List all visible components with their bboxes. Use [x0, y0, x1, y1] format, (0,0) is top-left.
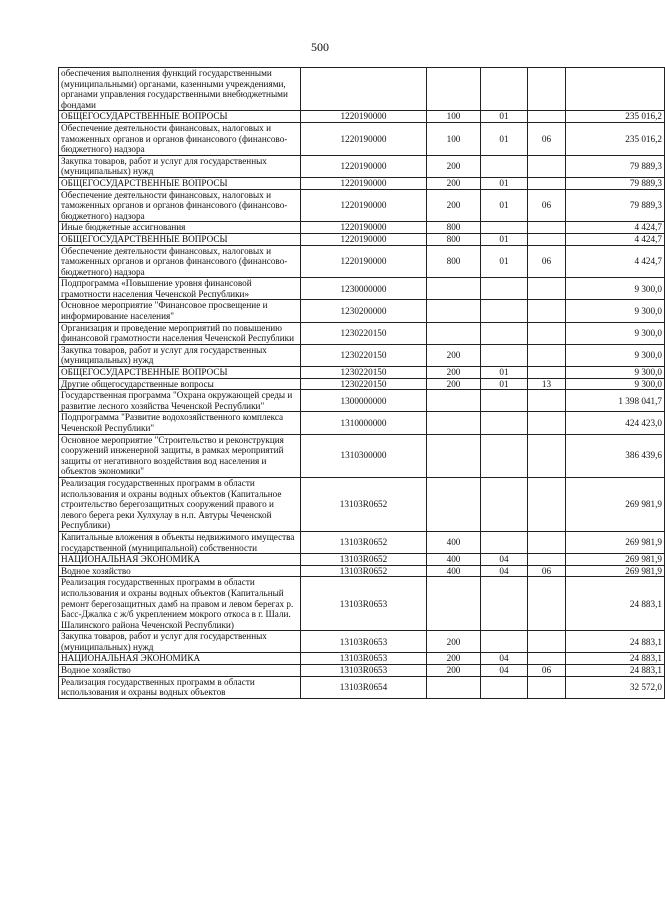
item-name-cell: Организация и проведение мероприятий по повышению финансовой грамотности населения Чеченской Республики [59, 322, 301, 344]
subsection-cell [528, 390, 566, 412]
expense-type-cell [427, 577, 481, 631]
amount-cell: 4 424,7 [566, 233, 665, 245]
table-row [59, 653, 665, 665]
budget-table-body [59, 68, 665, 699]
target-article-cell: 13103R0652 [301, 531, 427, 553]
item-name-cell: НАЦИОНАЛЬНАЯ ЭКОНОМИКА [59, 653, 301, 665]
target-article-cell: 1230220150 [301, 322, 427, 344]
table-row [59, 434, 665, 477]
table-row [59, 565, 665, 577]
section-cell [481, 577, 528, 631]
subsection-cell [528, 111, 566, 123]
target-article-cell: 1230200000 [301, 300, 427, 322]
amount-cell: 79 889,3 [566, 155, 665, 177]
table-row [59, 367, 665, 379]
item-name-cell: Обеспечение деятельности финансовых, налоговых и таможенных органов и органов финансового (финансово-бюджетного) надзора [59, 245, 301, 278]
item-name-cell: Водное хозяйство [59, 665, 301, 677]
target-article-cell: 1310300000 [301, 434, 427, 477]
item-name-cell: Капитальные вложения в объекты недвижимого имущества государственной (муниципальной) собственности [59, 531, 301, 553]
expense-type-cell: 200 [427, 378, 481, 390]
subsection-cell [528, 631, 566, 653]
amount-cell: 424 423,0 [566, 412, 665, 434]
expense-type-cell: 200 [427, 665, 481, 677]
section-cell: 01 [481, 245, 528, 278]
item-name-cell: ОБЩЕГОСУДАРСТВЕННЫЕ ВОПРОСЫ [59, 177, 301, 189]
subsection-cell: 13 [528, 378, 566, 390]
table-row [59, 577, 665, 631]
item-name-cell: Основное мероприятие "Строительство и реконструкция сооружений инженерной защиты, в рамках мероприятий защиты от негативного воздействия вод населения и объектов экономики" [59, 434, 301, 477]
subsection-cell [528, 344, 566, 366]
amount-cell: 9 300,0 [566, 367, 665, 379]
target-article-cell: 1220190000 [301, 155, 427, 177]
table-row [59, 676, 665, 698]
expense-type-cell [427, 412, 481, 434]
section-cell: 01 [481, 378, 528, 390]
section-cell [481, 322, 528, 344]
table-row [59, 111, 665, 123]
subsection-cell [528, 554, 566, 566]
target-article-cell: 1230220150 [301, 378, 427, 390]
budget-table [58, 67, 665, 699]
expense-type-cell: 800 [427, 222, 481, 234]
target-article-cell: 1230220150 [301, 344, 427, 366]
table-row [59, 233, 665, 245]
target-article-cell [301, 68, 427, 111]
item-name-cell: Основное мероприятие "Финансовое просвещение и информирование населения" [59, 300, 301, 322]
section-cell [481, 631, 528, 653]
subsection-cell [528, 233, 566, 245]
target-article-cell: 1220190000 [301, 122, 427, 155]
amount-cell: 386 439,6 [566, 434, 665, 477]
amount-cell: 9 300,0 [566, 378, 665, 390]
subsection-cell [528, 653, 566, 665]
subsection-cell [528, 322, 566, 344]
table-row [59, 245, 665, 278]
table-row [59, 665, 665, 677]
subsection-cell [528, 155, 566, 177]
item-name-cell: Подпрограмма «Повышение уровня финансовой грамотности населения Чеченской Республики» [59, 278, 301, 300]
item-name-cell: Подпрограмма "Развитие водохозяйственного комплекса Чеченской Республики" [59, 412, 301, 434]
section-cell [481, 531, 528, 553]
table-row [59, 631, 665, 653]
expense-type-cell [427, 68, 481, 111]
amount-cell: 32 572,0 [566, 676, 665, 698]
amount-cell [566, 68, 665, 111]
table-row [59, 390, 665, 412]
section-cell: 04 [481, 565, 528, 577]
subsection-cell [528, 68, 566, 111]
amount-cell: 4 424,7 [566, 245, 665, 278]
amount-cell: 269 981,9 [566, 565, 665, 577]
amount-cell: 9 300,0 [566, 278, 665, 300]
expense-type-cell: 200 [427, 631, 481, 653]
section-cell [481, 412, 528, 434]
expense-type-cell: 200 [427, 155, 481, 177]
amount-cell: 269 981,9 [566, 554, 665, 566]
table-row [59, 531, 665, 553]
subsection-cell: 06 [528, 245, 566, 278]
table-row [59, 378, 665, 390]
item-name-cell: Обеспечение деятельности финансовых, налоговых и таможенных органов и органов финансового (финансово-бюджетного) надзора [59, 122, 301, 155]
item-name-cell: Государственная программа "Охрана окружающей среды и развитие лесного хозяйства Чеченской Республики" [59, 390, 301, 412]
target-article-cell: 13103R0652 [301, 477, 427, 531]
target-article-cell: 13103R0654 [301, 676, 427, 698]
target-article-cell: 13103R0652 [301, 554, 427, 566]
expense-type-cell [427, 390, 481, 412]
subsection-cell [528, 577, 566, 631]
subsection-cell: 06 [528, 189, 566, 222]
amount-cell: 1 398 041,7 [566, 390, 665, 412]
table-row [59, 412, 665, 434]
table-row [59, 155, 665, 177]
section-cell [481, 390, 528, 412]
expense-type-cell [427, 676, 481, 698]
amount-cell: 9 300,0 [566, 300, 665, 322]
table-row [59, 122, 665, 155]
item-name-cell: обеспечения выполнения функций государственными (муниципальными) органами, казенными учреждениями, органами управления государственными внебюджетными фондами [59, 68, 301, 111]
expense-type-cell [427, 477, 481, 531]
amount-cell: 4 424,7 [566, 222, 665, 234]
target-article-cell: 13103R0652 [301, 565, 427, 577]
subsection-cell: 06 [528, 122, 566, 155]
target-article-cell: 1300000000 [301, 390, 427, 412]
section-cell [481, 155, 528, 177]
amount-cell: 9 300,0 [566, 322, 665, 344]
section-cell: 04 [481, 653, 528, 665]
target-article-cell: 1310000000 [301, 412, 427, 434]
amount-cell: 24 883,1 [566, 631, 665, 653]
item-name-cell: Водное хозяйство [59, 565, 301, 577]
table-row [59, 189, 665, 222]
section-cell [481, 344, 528, 366]
subsection-cell [528, 412, 566, 434]
amount-cell: 24 883,1 [566, 577, 665, 631]
amount-cell: 79 889,3 [566, 177, 665, 189]
item-name-cell: ОБЩЕГОСУДАРСТВЕННЫЕ ВОПРОСЫ [59, 111, 301, 123]
section-cell [481, 222, 528, 234]
subsection-cell [528, 278, 566, 300]
target-article-cell: 1220190000 [301, 222, 427, 234]
expense-type-cell: 100 [427, 111, 481, 123]
subsection-cell [528, 222, 566, 234]
subsection-cell [528, 531, 566, 553]
item-name-cell: ОБЩЕГОСУДАРСТВЕННЫЕ ВОПРОСЫ [59, 233, 301, 245]
expense-type-cell: 800 [427, 233, 481, 245]
subsection-cell [528, 477, 566, 531]
section-cell [481, 300, 528, 322]
item-name-cell: НАЦИОНАЛЬНАЯ ЭКОНОМИКА [59, 554, 301, 566]
expense-type-cell: 400 [427, 565, 481, 577]
section-cell [481, 477, 528, 531]
section-cell: 04 [481, 665, 528, 677]
subsection-cell [528, 434, 566, 477]
item-name-cell: Закупка товаров, работ и услуг для государственных (муниципальных) нужд [59, 344, 301, 366]
subsection-cell [528, 367, 566, 379]
section-cell: 01 [481, 189, 528, 222]
item-name-cell: Обеспечение деятельности финансовых, налоговых и таможенных органов и органов финансового (финансово-бюджетного) надзора [59, 189, 301, 222]
target-article-cell: 1220190000 [301, 111, 427, 123]
amount-cell: 235 016,2 [566, 122, 665, 155]
page-number: 500 [311, 40, 329, 54]
table-row [59, 322, 665, 344]
item-name-cell: Закупка товаров, работ и услуг для государственных (муниципальных) нужд [59, 631, 301, 653]
amount-cell: 79 889,3 [566, 189, 665, 222]
amount-cell: 269 981,9 [566, 477, 665, 531]
amount-cell: 269 981,9 [566, 531, 665, 553]
expense-type-cell: 400 [427, 554, 481, 566]
section-cell: 01 [481, 177, 528, 189]
subsection-cell [528, 676, 566, 698]
item-name-cell: Реализация государственных программ в области использования и охраны водных объектов (Капитальное строительство берегозащитных сооружений правого и левого берега реки Хулхулау в н.п. Автуры Чеченской Республики) [59, 477, 301, 531]
expense-type-cell: 100 [427, 122, 481, 155]
target-article-cell: 1230220150 [301, 367, 427, 379]
item-name-cell: Другие общегосударственные вопросы [59, 378, 301, 390]
target-article-cell: 1220190000 [301, 245, 427, 278]
table-row [59, 344, 665, 366]
expense-type-cell: 200 [427, 189, 481, 222]
target-article-cell: 1230000000 [301, 278, 427, 300]
expense-type-cell: 200 [427, 177, 481, 189]
expense-type-cell: 400 [427, 531, 481, 553]
target-article-cell: 13103R0653 [301, 653, 427, 665]
section-cell: 01 [481, 122, 528, 155]
section-cell [481, 68, 528, 111]
section-cell [481, 278, 528, 300]
target-article-cell: 1220190000 [301, 189, 427, 222]
item-name-cell: Иные бюджетные ассигнования [59, 222, 301, 234]
expense-type-cell: 200 [427, 344, 481, 366]
table-row [59, 477, 665, 531]
amount-cell: 9 300,0 [566, 344, 665, 366]
target-article-cell: 13103R0653 [301, 577, 427, 631]
item-name-cell: ОБЩЕГОСУДАРСТВЕННЫЕ ВОПРОСЫ [59, 367, 301, 379]
subsection-cell [528, 177, 566, 189]
target-article-cell: 1220190000 [301, 177, 427, 189]
expense-type-cell: 200 [427, 367, 481, 379]
amount-cell: 235 016,2 [566, 111, 665, 123]
expense-type-cell [427, 434, 481, 477]
target-article-cell: 13103R0653 [301, 631, 427, 653]
expense-type-cell [427, 300, 481, 322]
table-row [59, 278, 665, 300]
subsection-cell [528, 300, 566, 322]
expense-type-cell [427, 322, 481, 344]
subsection-cell: 06 [528, 665, 566, 677]
table-row [59, 554, 665, 566]
target-article-cell: 13103R0653 [301, 665, 427, 677]
amount-cell: 24 883,1 [566, 665, 665, 677]
table-row [59, 222, 665, 234]
target-article-cell: 1220190000 [301, 233, 427, 245]
expense-type-cell [427, 278, 481, 300]
table-row [59, 177, 665, 189]
item-name-cell: Закупка товаров, работ и услуг для государственных (муниципальных) нужд [59, 155, 301, 177]
expense-type-cell: 200 [427, 653, 481, 665]
amount-cell: 24 883,1 [566, 653, 665, 665]
table-row [59, 300, 665, 322]
section-cell: 04 [481, 554, 528, 566]
item-name-cell: Реализация государственных программ в области использования и охраны водных объектов [59, 676, 301, 698]
section-cell: 01 [481, 367, 528, 379]
section-cell: 01 [481, 111, 528, 123]
section-cell [481, 434, 528, 477]
section-cell: 01 [481, 233, 528, 245]
item-name-cell: Реализация государственных программ в области использования и охраны водных объектов (Капитальный ремонт берегозащитных дамб на правом и левом берегах р. Басс-Джалка с ж/б укреплением мокрого откоса в г. Шали. Шалинского района Чеченской Республики) [59, 577, 301, 631]
table-row [59, 68, 665, 111]
subsection-cell: 06 [528, 565, 566, 577]
section-cell [481, 676, 528, 698]
expense-type-cell: 800 [427, 245, 481, 278]
